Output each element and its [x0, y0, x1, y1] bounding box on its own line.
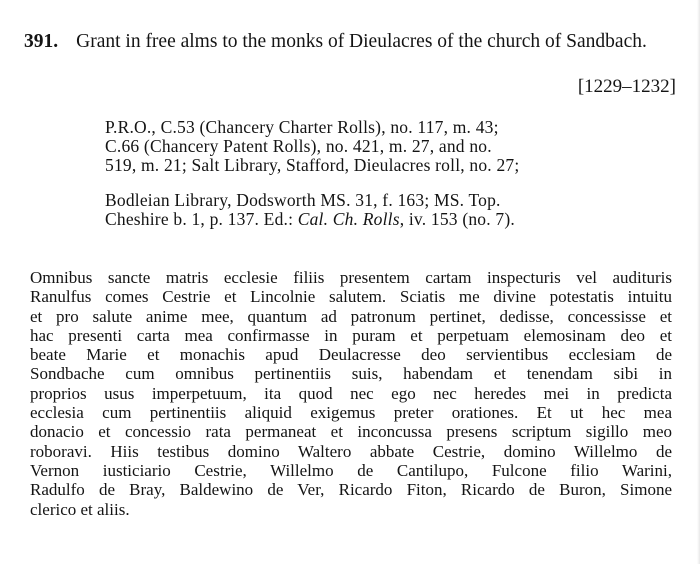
text-line: roboravi. Hiis testibus domino Waltero abbate Cestrie, domino Willelmo de — [30, 441, 672, 461]
entry-date: [1229–1232] — [577, 76, 676, 97]
text-line: Radulfo de Bray, Baldewino de Ver, Ricardo Fiton, Ricardo de Buron, Simone — [30, 480, 672, 500]
text-line: ecclesia cum pertinentiis aliquid exigemus preter orationes. Et ut hec mea — [30, 403, 672, 423]
text-line: Ranulfus comes Cestrie et Lincolnie salutem. Sciatis me divine potestatis intuitu — [30, 287, 672, 307]
text-line: beate Marie et monachis apud Deulacresse deo servientibus ecclesiam de — [30, 345, 672, 365]
sources-paragraph-2 — [105, 191, 591, 229]
text-line: Sondbache cum omnibus pertinentiis suis, habendam et tenendam sibi in — [30, 364, 672, 384]
source-line: C.66 (Chancery Patent Rolls), no. 421, m. 27, and no. — [105, 136, 492, 156]
source-line: P.R.O., C.53 (Chancery Charter Rolls), no. 117, m. 43; — [105, 117, 499, 137]
edition-suffix: , iv. 153 (no. 7). — [399, 209, 515, 229]
text-line: proprios usus imperpetuum, ita quod nec ego nec heredes mei in predicta — [30, 383, 672, 403]
entry-number: 391. — [24, 31, 59, 52]
source-line: Bodleian Library, Dodsworth MS. 31, f. 163; MS. Top. — [105, 190, 501, 210]
sources-block — [105, 118, 591, 229]
source-line-edition — [105, 210, 591, 229]
text-line: clerico et aliis. — [30, 499, 130, 519]
text-line: et pro salute anime mee, quantum ad patronum pertinet, dedisse, concessisse et — [30, 306, 672, 326]
sources-paragraph-1 — [105, 118, 591, 175]
source-line: 519, m. 21; Salt Library, Stafford, Dieulacres roll, no. 27; — [105, 155, 520, 175]
charter-text — [30, 268, 672, 519]
text-line: Omnibus sancte matris ecclesie filiis presentem cartam inspecturis vel audituris — [30, 268, 672, 287]
text-line: hac presenti carta mea confirmasse in puram et perpetuam elemosinam deo et — [30, 325, 672, 345]
entry-header — [24, 30, 684, 54]
edition-title: Cal. Ch. Rolls — [297, 209, 400, 229]
text-line: Vernon iusticiario Cestrie, Willelmo de Cantilupo, Fulcone filio Warini, — [30, 460, 672, 480]
text-line: donacio et concessio rata permaneat et inconcussa presens scriptum sigillo meo — [30, 422, 672, 442]
edition-prefix: Cheshire b. 1, p. 137. Ed.: — [105, 209, 298, 229]
entry-title: Grant in free alms to the monks of Dieulacres of the church of Sandbach. — [76, 31, 647, 52]
